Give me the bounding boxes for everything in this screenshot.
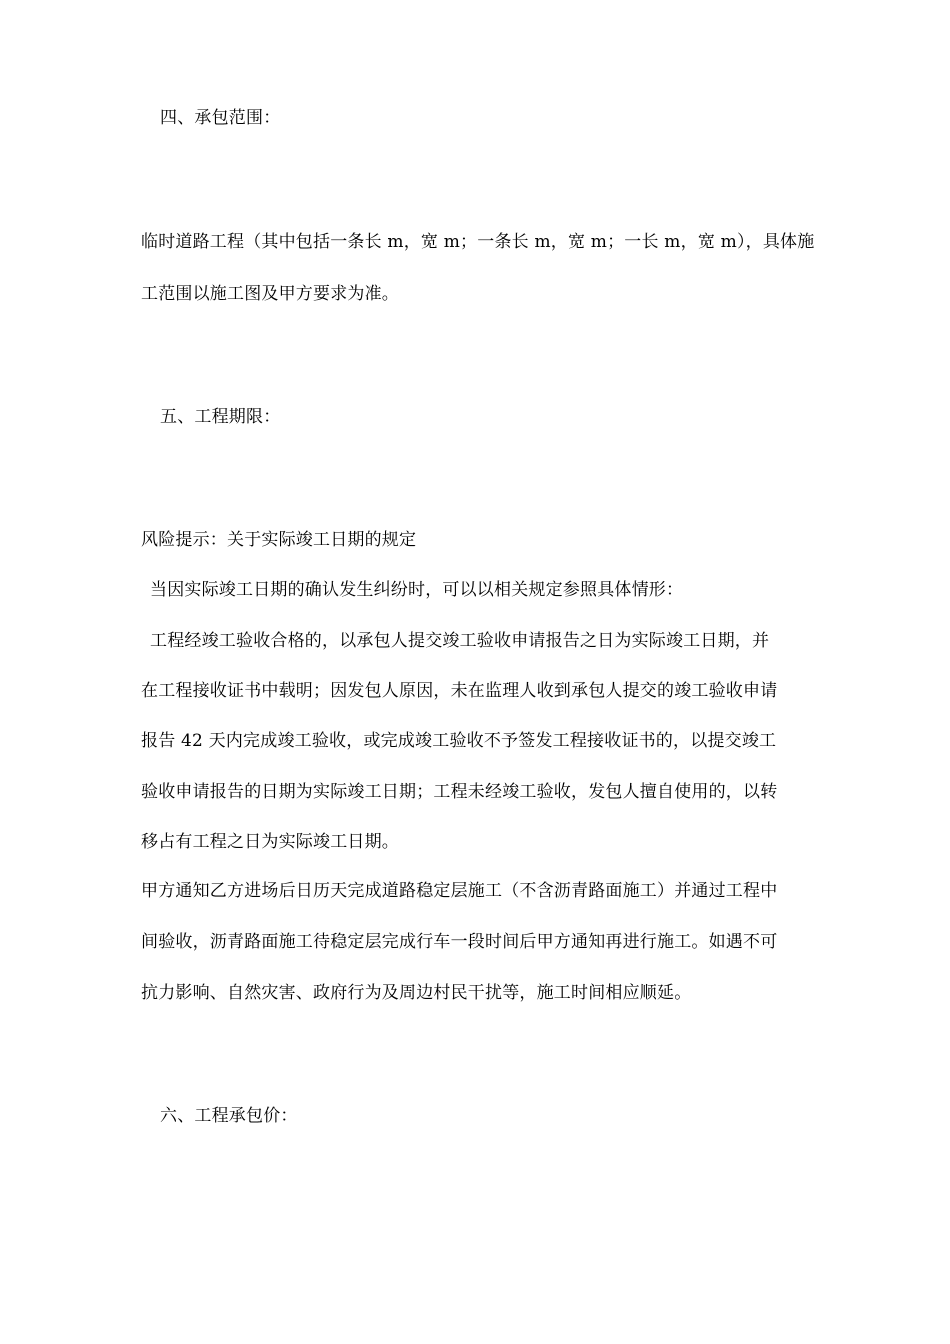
paragraph-line: 甲方通知乙方进场后日历天完成道路稳定层施工（不含沥青路面施工）并通过工程中 [141, 881, 778, 901]
paragraph-line: 临时道路工程（其中包括一条长 m，宽 m；一条长 m，宽 m；一长 m，宽 m），具体施 [141, 232, 815, 252]
section-heading-6: 六、工程承包价： [160, 1106, 298, 1126]
section-heading-5: 五、工程期限： [160, 407, 281, 427]
risk-line: 验收申请报告的日期为实际竣工日期；工程未经竣工验收，发包人擅自使用的，以转 [141, 782, 778, 802]
risk-line: 当因实际竣工日期的确认发生纠纷时，可以以相关规定参照具体情形： [150, 580, 684, 600]
risk-line: 在工程接收证书中载明；因发包人原因，未在监理人收到承包人提交的竣工验收申请 [141, 681, 778, 701]
risk-line: 报告 42 天内完成竣工验收，或完成竣工验收不予签发工程接收证书的，以提交竣工 [141, 731, 777, 751]
risk-title: 风险提示：关于实际竣工日期的规定 [141, 530, 417, 550]
paragraph-line: 工范围以施工图及甲方要求为准。 [141, 284, 399, 304]
risk-line: 工程经竣工验收合格的，以承包人提交竣工验收申请报告之日为实际竣工日期，并 [150, 631, 770, 651]
paragraph-line: 间验收，沥青路面施工待稳定层完成行车一段时间后甲方通知再进行施工。如遇不可 [141, 932, 778, 952]
paragraph-line: 抗力影响、自然灾害、政府行为及周边村民干扰等，施工时间相应顺延。 [141, 983, 692, 1003]
section-heading-4: 四、承包范围： [160, 108, 281, 128]
risk-line: 移占有工程之日为实际竣工日期。 [141, 832, 399, 852]
